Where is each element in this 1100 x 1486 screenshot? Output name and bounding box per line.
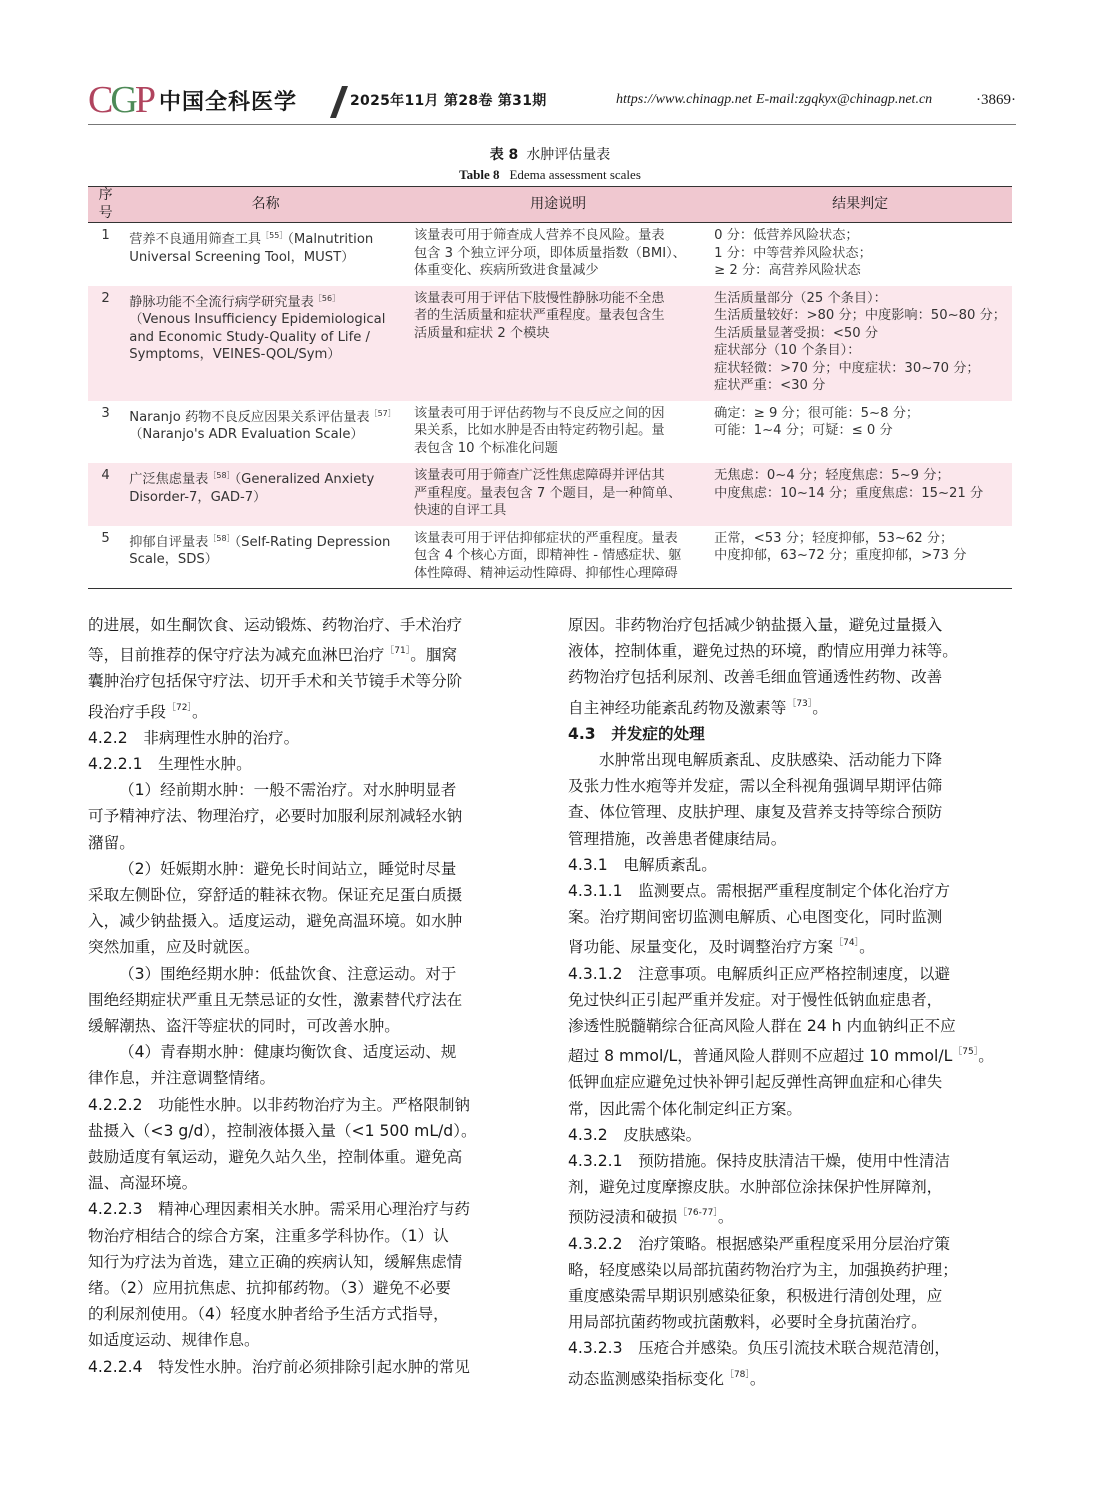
text-line: 的利尿剂使用。（4）轻度水肿者给予生活方式指导，	[88, 1305, 449, 1324]
citation-ref: ［76-77］	[678, 1208, 718, 1219]
text-line: 温、高湿环境。	[88, 1174, 198, 1193]
text-line: 入，减少钠盐摄入。适度运动，避免高温环境。如水肿	[88, 912, 463, 931]
text-line: （1）经前期水肿：一般不需治疗。对水肿明显者	[119, 781, 457, 800]
text-line: 剂，避免过度摩擦皮肤。水肿部位涂抹保护性屏障剂，	[568, 1178, 943, 1197]
citation-ref: ［72］	[166, 702, 192, 713]
text-line: 重度感染需早期识别感染征象，积极进行清创处理，应	[568, 1287, 943, 1306]
text-line: 可予精神疗法、物理治疗，必要时加服利尿剂减轻水钠	[88, 807, 463, 826]
usage-cell	[408, 286, 708, 401]
result-line: 症状严重：<30 分	[714, 378, 826, 393]
text-line: 4.3.2.2 治疗策略。根据感染严重程度采用分层治疗策	[568, 1234, 951, 1253]
table-title-en: Edema assessment scales	[509, 167, 641, 182]
citation-ref: ［55］	[261, 231, 288, 240]
result-line: 症状部分（10 个条目）：	[714, 343, 861, 358]
citation-ref: ［56］	[313, 293, 341, 303]
result-line: 中度焦虑：10~14 分；重度焦虑：15~21 分	[714, 485, 984, 501]
text-line: 自主神经功能紊乱药物及激素等$^{[73]}$。	[568, 698, 828, 717]
text-line: 段治疗手段$^{[72]}$。	[88, 702, 208, 721]
usage-cell	[408, 401, 708, 464]
scale-name-english: （Generalized Anxiety	[234, 472, 375, 487]
text-line: 及张力性水疱等并发症，需以全科视角强调早期评估筛	[568, 777, 943, 796]
usage-cell	[408, 463, 708, 526]
scale-name-english: （Malnutrition	[287, 232, 374, 247]
text-line: 预防浸渍和破损$^{[76-77]}$。	[568, 1208, 734, 1227]
text-line: 潴留。	[88, 833, 135, 852]
result-line: ≥ 2 分：高营养风险状态	[714, 263, 861, 278]
scale-name-line: Disorder-7，GAD-7）	[129, 489, 267, 505]
scale-name-line: 营养不良通用筛查工具$^{[55]}$（Malnutrition	[129, 231, 374, 247]
usage-line: 活质量和症状 2 个模块	[414, 325, 550, 341]
text-line: 物治疗相结合的综合方案，注重多学科协作。（1）认	[88, 1226, 449, 1245]
table-row	[88, 401, 1012, 464]
citation-ref: ［75］	[953, 1047, 979, 1058]
result-cell	[708, 463, 1012, 526]
text-line: 4.2.2 非病理性水肿的治疗。	[88, 728, 300, 747]
scale-name-line: Scale，SDS）	[129, 552, 218, 567]
text-line: 案。治疗期间密切监测电解质、心电图变化，同时监测	[568, 908, 943, 927]
text-line: 缓解潮热、盗汗等症状的同时，可改善水肿。	[88, 1017, 400, 1036]
usage-line: 包含 3 个独立评分项，即体质量指数（BMI）、	[414, 245, 686, 261]
text-line: 查、体位管理、皮肤护理、康复及营养支持等综合预防	[568, 803, 943, 822]
result-line: 生活质量较好：>80 分；中度影响：50~80 分；	[714, 308, 1006, 323]
result-cell	[708, 401, 1012, 464]
scale-name-line: and Economic Study-Quality of Life /	[129, 329, 370, 345]
table-title-cn: 水肿评估量表	[526, 147, 611, 163]
text-line: 如适度运动、规律作息。	[88, 1331, 260, 1350]
text-line: 肾功能、尿量变化，及时调整治疗方案$^{[74]}$。	[568, 938, 875, 957]
scale-name-line: 静脉功能不全流行病学研究量表$^{[56]}$	[129, 293, 341, 310]
text-line: 律作息，并注意调整情绪。	[88, 1069, 276, 1088]
scale-name-line: （Venous Insufficiency Epidemiological	[129, 312, 386, 327]
text-line: 4.3.2.1 预防措施。保持皮肤清洁干燥，使用中性清洁	[568, 1152, 951, 1171]
result-cell	[708, 223, 1012, 286]
header-slash-decoration	[318, 86, 348, 118]
text-line: 4.2.2.2 功能性水肿。以非药物治疗为主。严格限制钠	[88, 1095, 471, 1114]
text-line: 盐摄入（<3 g/d），控制液体摄入量（<1 500 mL/d）。	[88, 1121, 477, 1140]
result-line: 生活质量部分（25 个条目）：	[714, 290, 887, 306]
text-line: 略，轻度感染以局部抗菌药物治疗为主，加强换药护理；	[568, 1260, 958, 1279]
header-divider	[88, 124, 1016, 125]
row-number: 3	[88, 401, 123, 464]
citation-ref: ［74］	[834, 938, 860, 949]
text-line: 4.2.2.3 精神心理因素相关水肿。需采用心理治疗与药	[88, 1200, 471, 1219]
email-link[interactable]: E-mail:zgqkyx@chinagp.net.cn	[756, 92, 933, 107]
text-line: 4.3.1 电解质紊乱。	[568, 855, 717, 874]
result-line: 中度抑郁，63~72 分；重度抑郁，>73 分	[714, 548, 967, 563]
scale-name-english: （Self-Rating Depression	[234, 534, 391, 550]
result-line: 确定：≥ 9 分；很可能：5~8 分；	[714, 405, 920, 421]
table-caption-cn	[0, 144, 1100, 164]
usage-line: 者的生活质量和症状严重程度。量表包含生	[414, 308, 665, 323]
usage-cell	[408, 526, 708, 589]
row-number: 5	[88, 526, 123, 589]
text-line: 采取左侧卧位，穿舒适的鞋袜衣物。保证充足蛋白质摄	[88, 886, 463, 905]
citation-ref: ［78］	[724, 1369, 750, 1380]
text-line: 动态监测感染指标变化$^{[78]}$。	[568, 1369, 766, 1388]
table-row	[88, 223, 1012, 286]
result-line: 正常，<53 分；轻度抑郁，53~62 分；	[714, 530, 954, 546]
usage-line: 严重程度。量表包含 7 个题目，是一种简单、	[414, 485, 682, 501]
header-usage: 用途说明	[408, 187, 708, 223]
usage-line: 该量表可用于评估下肢慢性静脉功能不全患	[414, 290, 665, 306]
table-header-row	[88, 187, 1012, 223]
citation-ref: ［58］	[208, 471, 235, 480]
result-line: 可能：1~4 分；可疑：≤ 0 分	[714, 423, 893, 438]
text-line: 原因。非药物治疗包括减少钠盐摄入量，避免过量摄入	[568, 616, 943, 634]
row-number: 4	[88, 463, 123, 526]
text-line: 4.3.2 皮肤感染。	[568, 1125, 702, 1144]
result-line: 症状轻微：>70 分；中度症状：30~70 分；	[714, 360, 980, 376]
issue-info: 2025年11月 第28卷 第31期	[350, 93, 547, 109]
result-cell	[708, 286, 1012, 401]
text-line: 药物治疗包括利尿剂、改善毛细血管通透性药物、改善	[568, 668, 943, 687]
text-line: 4.2.2.1 生理性水肿。	[88, 755, 252, 774]
scale-name-line: （Naranjo's ADR Evaluation Scale）	[129, 427, 364, 442]
scale-name-cell	[123, 286, 408, 401]
website-link[interactable]: https://www.chinagp.net	[616, 92, 752, 107]
text-line: 突然加重，应及时就医。	[88, 938, 260, 957]
scale-name-line: Universal Screening Tool，MUST）	[129, 249, 355, 265]
text-line: 囊肿治疗包括保守疗法、切开手术和关节镜手术等分阶	[88, 672, 463, 691]
usage-line: 快速的自评工具	[414, 503, 507, 518]
result-line: 0 分：低营养风险状态；	[714, 228, 859, 243]
scale-name-line: Naranjo 药物不良反应因果关系评估量表$^{[57]}$	[129, 408, 396, 425]
scale-name-line: 抑郁自评量表$^{[58]}$（Self-Rating Depression	[129, 533, 391, 550]
text-line: 超过 8 mmol/L，普通风险人群则不应超过 10 mmol/L$^{[75]}$。	[568, 1047, 994, 1066]
text-line: 常，因此需个体化制定纠正方案。	[568, 1099, 802, 1118]
text-line: 绪。（2）应用抗焦虑、抗抑郁药物。（3）避免不必要	[88, 1279, 451, 1298]
text-line: 的进展，如生酮饮食、运动锻炼、药物治疗、手术治疗	[88, 616, 463, 634]
text-line: 4.2.2.4 特发性水肿。治疗前必须排除引起水肿的常见	[88, 1357, 471, 1376]
page-header	[88, 79, 1016, 122]
text-line: 低钾血症应避免过快补钾引起反弹性高钾血症和心律失	[568, 1073, 943, 1092]
body-column-left	[88, 612, 534, 1380]
text-line: 4.3 并发症的处理	[568, 724, 705, 743]
table-row	[88, 286, 1012, 401]
scale-name-cell	[123, 401, 408, 464]
text-line: 4.3.2.3 压疮合并感染。负压引流技术联合规范清创，	[568, 1339, 951, 1358]
text-line: （4）青春期水肿：健康均衡饮食、适度运动、规	[119, 1043, 457, 1062]
text-line: 渗透性脱髓鞘综合征高风险人群在 24 h 内血钠纠正不应	[568, 1017, 956, 1036]
usage-line: 该量表可用于评估药物与不良反应之间的因	[414, 405, 665, 421]
scale-name-cell	[123, 463, 408, 526]
citation-ref: ［57］	[369, 408, 396, 418]
scale-name-line: 广泛焦虑量表$^{[58]}$（Generalized Anxiety	[129, 471, 375, 487]
table-caption-en	[0, 167, 1100, 183]
page-number: ·3869·	[976, 92, 1016, 108]
header-no: 序号	[88, 187, 123, 223]
header-name: 名称	[123, 187, 408, 223]
citation-ref: ［73］	[787, 698, 813, 709]
usage-line: 包含 4 个核心方面，即精神性 - 情感症状、躯	[414, 548, 682, 563]
text-line: （2）妊娠期水肿：避免长时间站立，睡觉时尽量	[119, 859, 457, 878]
result-line: 生活质量显著受损：<50 分	[714, 325, 879, 341]
journal-logo	[88, 79, 297, 121]
table-body	[88, 223, 1012, 589]
usage-line: 该量表可用于筛查广泛性焦虑障碍并评估其	[414, 468, 665, 483]
table-label-en: Table 8	[459, 167, 500, 182]
text-line: 管理措施，改善患者健康结局。	[568, 829, 787, 848]
text-line: 等，目前推荐的保守疗法为减充血淋巴治疗$^{[71]}$。腘窝	[88, 646, 458, 665]
text-line: 用局部抗菌药物或抗菌敷料，必要时全身抗菌治疗。	[568, 1313, 927, 1332]
text-line: 围绝经期症状严重且无禁忌证的女性，激素替代疗法在	[88, 990, 463, 1009]
scale-name-cell	[123, 526, 408, 589]
logo-mark: CGP	[88, 79, 153, 121]
edema-assessment-table	[88, 186, 1012, 589]
table-row	[88, 463, 1012, 526]
text-line: 知行为疗法为首选，建立正确的疾病认知，缓解焦虑情	[88, 1252, 463, 1271]
text-line: 鼓励适度有氧运动，避免久站久坐，控制体重。避免高	[88, 1148, 463, 1167]
table-label-cn: 表 8	[489, 147, 519, 163]
usage-line: 体性障碍、精神运动性障碍、抑郁性心理障碍	[414, 565, 678, 581]
journal-name: 中国全科医学	[158, 89, 297, 115]
text-line: 免过快纠正引起严重并发症。对于慢性低钠血症患者，	[568, 990, 943, 1009]
usage-line: 该量表可用于评估抑郁症状的严重程度。量表	[414, 530, 678, 546]
body-column-right	[568, 612, 1014, 1392]
text-line: 4.3.1.1 监测要点。需根据严重程度制定个体化治疗方	[568, 882, 951, 901]
row-number: 2	[88, 286, 123, 401]
text-line: 4.3.1.2 注意事项。电解质纠正应严格控制速度，以避	[568, 964, 951, 983]
scale-name-line: Symptoms，VEINES-QOL/Sym）	[129, 347, 341, 362]
text-line: （3）围绝经期水肿：低盐饮食、注意运动。对于	[119, 964, 457, 983]
usage-line: 表包含 10 个标准化问题	[414, 440, 558, 456]
text-line: 水肿常出现电解质紊乱、皮肤感染、活动能力下降	[599, 751, 943, 770]
row-number: 1	[88, 223, 123, 286]
result-line: 无焦虑：0~4 分；轻度焦虑：5~9 分；	[714, 468, 950, 483]
usage-cell	[408, 223, 708, 286]
header-result: 结果判定	[708, 187, 1012, 223]
citation-ref: ［58］	[208, 533, 235, 543]
usage-line: 果关系，比如水肿是否由特定药物引起。量	[414, 423, 665, 438]
usage-line: 体重变化、疾病所致进食量减少	[414, 263, 599, 278]
text-line: 液体，控制体重，避免过热的环境，酌情应用弹力袜等。	[568, 642, 958, 661]
citation-ref: ［71］	[385, 646, 411, 657]
usage-line: 该量表可用于筛查成人营养不良风险。量表	[414, 228, 665, 243]
result-line: 1 分：中等营养风险状态；	[714, 245, 872, 261]
result-cell	[708, 526, 1012, 589]
scale-name-cell	[123, 223, 408, 286]
table-row	[88, 526, 1012, 589]
